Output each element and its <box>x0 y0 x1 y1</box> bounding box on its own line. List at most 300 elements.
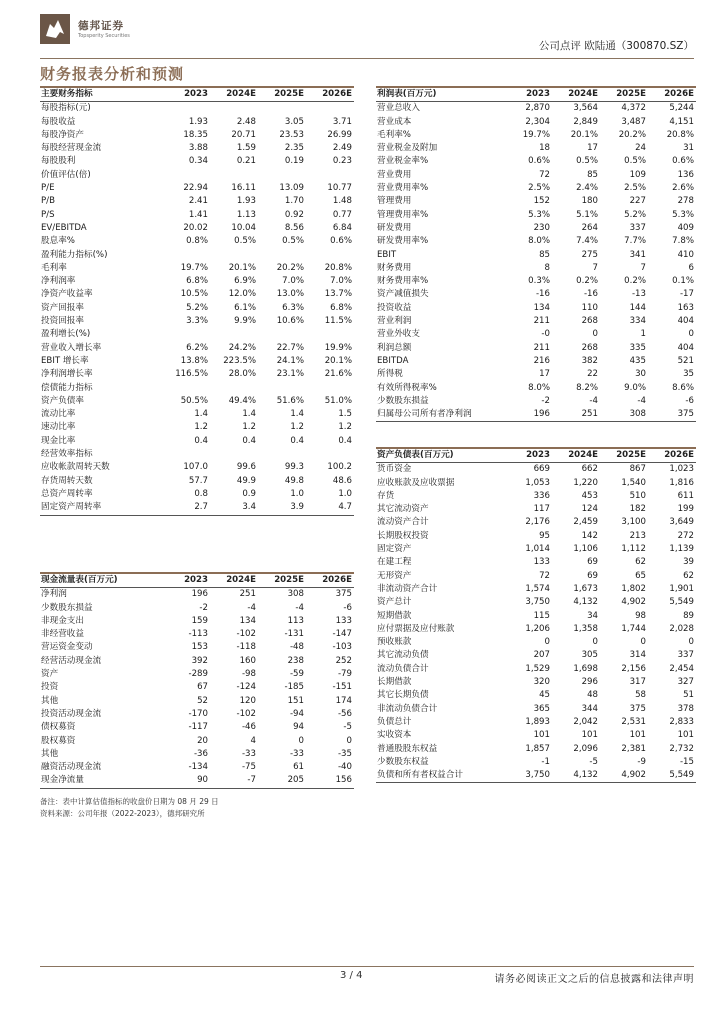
row-label: 有效所得税率% <box>377 382 437 393</box>
row-label: 现金比率 <box>41 435 76 446</box>
cell-value: 1.48 <box>332 196 352 207</box>
row-label: 利润总额 <box>377 342 412 353</box>
table-row <box>376 395 696 408</box>
cell-value: 6.8% <box>330 302 352 313</box>
cell-value: 5.3% <box>528 209 550 220</box>
cell-value: 109 <box>629 169 646 180</box>
cell-value: 272 <box>677 530 694 541</box>
row-label: EV/EBITDA <box>41 222 87 233</box>
row-label: 营业税金率% <box>377 156 429 167</box>
cell-value: -124 <box>236 682 256 693</box>
table-row <box>376 703 696 716</box>
cell-value: 51 <box>683 690 694 701</box>
cell-value: 205 <box>287 775 304 786</box>
cell-value: 17 <box>587 143 598 154</box>
cell-value: 110 <box>581 302 598 313</box>
cell-value: 3,487 <box>621 116 646 127</box>
table-row <box>40 668 354 681</box>
table-row <box>40 461 354 474</box>
cell-value: 2.5% <box>528 183 550 194</box>
row-label: 营业总收入 <box>377 103 420 114</box>
cell-value: 48.6 <box>332 475 352 486</box>
cell-value: 52 <box>197 695 208 706</box>
table-row <box>376 288 696 301</box>
cell-value: 223.5% <box>223 355 256 366</box>
row-label: 每股收益 <box>41 116 76 127</box>
cell-value <box>162 448 210 461</box>
cell-value: 341 <box>629 249 646 260</box>
table-row <box>40 488 354 501</box>
cell-value: 230 <box>533 222 550 233</box>
cell-value: 153 <box>191 642 208 653</box>
table-row <box>376 516 696 529</box>
cell-value: 99.6 <box>236 462 256 473</box>
cell-value: 0.4 <box>290 435 304 446</box>
table-row <box>40 342 354 355</box>
cell-value: 207 <box>533 650 550 661</box>
row-label: 营业利润 <box>377 316 412 327</box>
cell-value: 13.7% <box>324 289 352 300</box>
cell-value: 58 <box>635 690 646 701</box>
cell-value: -4 <box>295 602 304 613</box>
table-row <box>376 530 696 543</box>
cell-value: 0 <box>688 637 694 648</box>
cell-value <box>258 249 306 262</box>
table-row <box>40 195 354 208</box>
cell-value: 211 <box>533 316 550 327</box>
cell-value: 3,750 <box>525 770 550 781</box>
row-label: 每股指标(元) <box>41 103 91 114</box>
cell-value: 152 <box>533 196 550 207</box>
table-row <box>40 774 354 788</box>
cell-value: 1.2 <box>290 422 304 433</box>
table-row <box>376 102 696 116</box>
cell-value: 2,531 <box>621 716 646 727</box>
cell-value: 1,023 <box>669 464 694 475</box>
cell-value: 375 <box>677 409 694 420</box>
cell-value: 22 <box>587 369 598 380</box>
row-label: 预收账款 <box>377 637 412 648</box>
cell-value: 611 <box>677 490 694 501</box>
cell-value: 1,540 <box>621 477 646 488</box>
cell-value: 327 <box>677 677 694 688</box>
table-row <box>40 288 354 301</box>
cell-value: 34 <box>587 610 598 621</box>
cell-value: 1.4 <box>194 409 208 420</box>
column-header: 2024E <box>226 89 256 99</box>
table-row <box>40 475 354 488</box>
row-label: 少数股东权益 <box>377 756 429 767</box>
cell-value: 392 <box>191 655 208 666</box>
row-label: 其他 <box>41 695 59 706</box>
cell-value: 3,649 <box>669 517 694 528</box>
row-label: 管理费用率% <box>377 209 429 220</box>
section-title: 财务报表分析和预测 <box>40 65 185 83</box>
row-label: 经营活动现金流 <box>41 655 102 666</box>
cell-value: 0.19 <box>284 156 304 167</box>
column-header: 2023 <box>184 89 208 99</box>
cell-value: 20.2% <box>618 129 646 140</box>
cell-value: 196 <box>533 409 550 420</box>
cell-value: 144 <box>629 302 646 313</box>
row-label: 少数股东损益 <box>41 602 93 613</box>
cell-value: -98 <box>241 669 256 680</box>
table-row <box>376 302 696 315</box>
row-label: 资产减值损失 <box>377 289 429 300</box>
cell-value: 1,744 <box>621 623 646 634</box>
cell-value: -2 <box>199 602 208 613</box>
row-label: 毛利率% <box>377 129 411 140</box>
table-row <box>40 235 354 248</box>
cell-value: 89 <box>683 610 694 621</box>
cell-value: 0.1% <box>672 276 694 287</box>
cell-value: 85 <box>587 169 598 180</box>
row-label: 盈利增长(%) <box>41 329 91 340</box>
page-header <box>40 12 694 56</box>
cell-value: 1,112 <box>621 544 646 555</box>
table-row <box>40 116 354 129</box>
cell-value: 48 <box>587 690 598 701</box>
cell-value: 1,673 <box>573 583 598 594</box>
cell-value: 6.8% <box>186 276 208 287</box>
cell-value: -35 <box>337 748 352 759</box>
cell-value: 8.6% <box>672 382 694 393</box>
table-row <box>376 262 696 275</box>
cell-value: 113 <box>287 615 304 626</box>
cell-value: 116.5% <box>175 369 208 380</box>
cell-value: 251 <box>239 589 256 600</box>
cell-value: 453 <box>581 490 598 501</box>
cell-value: 9.9% <box>234 316 256 327</box>
cell-value: -33 <box>241 748 256 759</box>
cell-value: 20.02 <box>183 222 208 233</box>
cell-value: 24.2% <box>228 342 256 353</box>
row-label: 经营效率指标 <box>41 449 93 460</box>
cell-value: 278 <box>677 196 694 207</box>
table-row <box>40 328 354 341</box>
cell-value: -36 <box>193 748 208 759</box>
column-header: 2025E <box>274 575 304 585</box>
cell-value: 101 <box>629 730 646 741</box>
cell-value: 8.0% <box>528 382 550 393</box>
cell-value: -13 <box>631 289 646 300</box>
cell-value: 134 <box>533 302 550 313</box>
table-title: 利润表(百万元) <box>377 89 437 99</box>
table-row <box>40 641 354 654</box>
cell-value <box>162 328 210 341</box>
cell-value: 213 <box>629 530 646 541</box>
row-label: 现金净流量 <box>41 775 84 786</box>
row-label: 固定资产周转率 <box>41 502 102 513</box>
cell-value: -59 <box>289 669 304 680</box>
cell-value: 0.2% <box>576 276 598 287</box>
cell-value: 117 <box>533 504 550 515</box>
row-label: 价值评估(倍) <box>41 169 91 180</box>
column-header: 2024E <box>226 575 256 585</box>
cell-value: -48 <box>289 642 304 653</box>
cell-value: 20.8% <box>324 262 352 273</box>
cell-value: 94 <box>293 722 304 733</box>
cell-value: 1,014 <box>525 544 550 555</box>
cell-value: 199 <box>677 504 694 515</box>
table-row <box>40 262 354 275</box>
cell-value: 8.0% <box>528 236 550 247</box>
table-row <box>376 490 696 503</box>
table-row <box>376 116 696 129</box>
row-label: EBIT 增长率 <box>41 355 89 366</box>
row-label: 归属母公司所有者净利润 <box>377 409 472 420</box>
cell-value: 31 <box>683 143 694 154</box>
cell-value: 160 <box>239 655 256 666</box>
cell-value: 1,106 <box>573 544 598 555</box>
cell-value: 4.7 <box>338 502 352 513</box>
cell-value: 20.8% <box>666 129 694 140</box>
row-label: 流动资产合计 <box>377 517 429 528</box>
cell-value: 18 <box>539 143 550 154</box>
cell-value: 2,833 <box>669 716 694 727</box>
cell-value: 1.93 <box>188 116 208 127</box>
cell-value <box>210 102 258 116</box>
cell-value: 335 <box>629 342 646 353</box>
cell-value: 1.4 <box>290 409 304 420</box>
cell-value: 5.2% <box>186 302 208 313</box>
cell-value: 3.4 <box>242 502 256 513</box>
row-label: 股权募资 <box>41 735 76 746</box>
cell-value: -185 <box>284 682 304 693</box>
cell-value: 159 <box>191 615 208 626</box>
cell-value: -4 <box>247 602 256 613</box>
cell-value: 3.71 <box>332 116 352 127</box>
cell-value: 251 <box>581 409 598 420</box>
cell-value: 2.49 <box>332 143 352 154</box>
cell-value: 4,902 <box>621 770 646 781</box>
table-row <box>376 368 696 381</box>
table-row <box>376 195 696 208</box>
cell-value: 39 <box>683 557 694 568</box>
cell-value: 10.5% <box>180 289 208 300</box>
table-row <box>376 649 696 662</box>
table-row <box>376 328 696 341</box>
cell-value: 101 <box>677 730 694 741</box>
cell-value: 0.4 <box>194 435 208 446</box>
cell-value: 1.0 <box>290 488 304 499</box>
cell-value: 1,220 <box>573 477 598 488</box>
row-label: 营运资金变动 <box>41 642 93 653</box>
table-row <box>376 769 696 783</box>
cell-value: 2,042 <box>573 716 598 727</box>
cell-value: -2 <box>541 395 550 406</box>
row-label: 每股股利 <box>41 156 76 167</box>
cell-value: 151 <box>287 695 304 706</box>
cell-value: 1.70 <box>284 196 304 207</box>
row-label: 应付票据及应付账款 <box>377 623 455 634</box>
cell-value: 72 <box>539 570 550 581</box>
cell-value: 3.88 <box>188 143 208 154</box>
cell-value: 2.7 <box>194 502 208 513</box>
report-info: 公司点评 欧陆通（300870.SZ） <box>538 40 694 52</box>
logo-text-cn: 德邦证券 <box>78 20 124 32</box>
cell-value: 1.41 <box>188 209 208 220</box>
table-row <box>376 663 696 676</box>
cell-value: 337 <box>629 222 646 233</box>
row-label: 应收账款及应收票据 <box>377 477 455 488</box>
table-row <box>376 382 696 395</box>
cell-value <box>162 102 210 116</box>
cell-value: 275 <box>581 249 598 260</box>
table-row <box>376 543 696 556</box>
cell-value: 5.2% <box>624 209 646 220</box>
cell-value: -0 <box>541 329 550 340</box>
table-row <box>40 315 354 328</box>
cell-value: 99.3 <box>284 462 304 473</box>
row-label: 每股净资产 <box>41 129 84 140</box>
row-label: 投资收益 <box>377 302 412 313</box>
row-label: 负债总计 <box>377 716 412 727</box>
table-row <box>40 249 354 262</box>
column-header: 2023 <box>184 575 208 585</box>
cell-value: 7.0% <box>330 276 352 287</box>
cell-value: 19.9% <box>324 342 352 353</box>
row-label: 研发费用率% <box>377 236 429 247</box>
table-row <box>376 275 696 288</box>
cell-value: 95 <box>539 530 550 541</box>
cell-value: 2,870 <box>525 103 550 114</box>
cell-value: 216 <box>533 355 550 366</box>
cell-value: 85 <box>539 249 550 260</box>
column-header: 2026E <box>322 575 352 585</box>
cell-value: 65 <box>635 570 646 581</box>
row-label: 其它长期负债 <box>377 690 429 701</box>
cell-value: -15 <box>679 756 694 767</box>
logo-text-en: Topsperity Securities <box>78 33 130 39</box>
cell-value: 1.5 <box>338 409 352 420</box>
row-label: 净利润增长率 <box>41 369 93 380</box>
cell-value: 2.4% <box>576 183 598 194</box>
row-label: EBITDA <box>377 355 409 366</box>
cell-value: 24 <box>635 143 646 154</box>
cell-value: 11.5% <box>324 316 352 327</box>
cell-value: 1,901 <box>669 583 694 594</box>
cell-value: 3.9 <box>290 502 304 513</box>
cell-value: 124 <box>581 504 598 515</box>
cell-value: 1,206 <box>525 623 550 634</box>
note-line-2: 资料来源：公司年报（2022-2023），德邦研究所 <box>40 809 205 818</box>
cell-value: 0.8 <box>194 488 208 499</box>
table-row <box>40 615 354 628</box>
row-label: 债权募资 <box>41 722 76 733</box>
cell-value: 0.4 <box>242 435 256 446</box>
row-label: 资产回报率 <box>41 302 84 313</box>
cell-value: 49.8 <box>284 475 304 486</box>
cell-value: 133 <box>533 557 550 568</box>
table-row <box>376 463 696 477</box>
cell-value <box>162 249 210 262</box>
cell-value: -103 <box>332 642 352 653</box>
table-title: 资产负债表(百万元) <box>377 450 454 460</box>
table-row <box>40 209 354 222</box>
cell-value: 2.35 <box>284 143 304 154</box>
row-label: 速动比率 <box>41 422 76 433</box>
logo-icon <box>40 14 70 44</box>
cell-value: 1.2 <box>338 422 352 433</box>
cell-value: 264 <box>581 222 598 233</box>
row-label: 非经营收益 <box>41 629 84 640</box>
cell-value: 13.0% <box>276 289 304 300</box>
cell-value: -5 <box>343 722 352 733</box>
cell-value: 320 <box>533 677 550 688</box>
cell-value: 3,564 <box>573 103 598 114</box>
table-row <box>376 610 696 623</box>
cell-value: -5 <box>589 756 598 767</box>
cell-value: 50.5% <box>180 395 208 406</box>
row-label: 股息率% <box>41 236 75 247</box>
cell-value: 1.2 <box>194 422 208 433</box>
cell-value: 0.3% <box>528 276 550 287</box>
cell-value: 296 <box>581 677 598 688</box>
cell-value <box>210 249 258 262</box>
table-row <box>376 689 696 702</box>
cell-value: 1,574 <box>525 583 550 594</box>
cell-value: 98 <box>635 610 646 621</box>
cell-value: 101 <box>533 730 550 741</box>
row-label: 所得税 <box>377 369 403 380</box>
cell-value: -134 <box>188 762 208 773</box>
row-label: P/E <box>41 183 55 194</box>
table-row <box>40 102 354 116</box>
table-row <box>376 743 696 756</box>
cell-value: 227 <box>629 196 646 207</box>
row-label: 融资活动现金流 <box>41 762 102 773</box>
table-row <box>40 708 354 721</box>
cell-value: 378 <box>677 703 694 714</box>
column-header: 2024E <box>568 89 598 99</box>
cell-value: 20.1% <box>228 262 256 273</box>
cell-value: 4,132 <box>573 597 598 608</box>
cell-value: 344 <box>581 703 598 714</box>
row-label: 非流动负债合计 <box>377 703 438 714</box>
cell-value: 375 <box>335 589 352 600</box>
row-label: 无形资产 <box>377 570 412 581</box>
cell-value: 0.5% <box>234 236 256 247</box>
cell-value: 669 <box>533 464 550 475</box>
cell-value: 1,053 <box>525 477 550 488</box>
cell-value: -131 <box>284 629 304 640</box>
cell-value: 0 <box>298 735 304 746</box>
cell-value: 1,139 <box>669 544 694 555</box>
cell-value: 67 <box>197 682 208 693</box>
cell-value: 0.9 <box>242 488 256 499</box>
table-row <box>376 235 696 248</box>
cell-value: 156 <box>335 775 352 786</box>
main-indicators-table <box>40 86 354 516</box>
table-row <box>40 748 354 761</box>
table-row <box>40 142 354 155</box>
cell-value: 20.1% <box>570 129 598 140</box>
cell-value: 22.7% <box>276 342 304 353</box>
cell-value: -1 <box>541 756 550 767</box>
cell-value: 0.21 <box>236 156 256 167</box>
cell-value: 3.3% <box>186 316 208 327</box>
cell-value: 404 <box>677 316 694 327</box>
cell-value: 6.3% <box>282 302 304 313</box>
table-header-row <box>40 573 354 588</box>
cell-value <box>162 382 210 395</box>
cell-value: 867 <box>629 464 646 475</box>
cell-value: 0.4 <box>338 435 352 446</box>
cell-value <box>258 448 306 461</box>
table-row <box>376 623 696 636</box>
cell-value: -117 <box>188 722 208 733</box>
